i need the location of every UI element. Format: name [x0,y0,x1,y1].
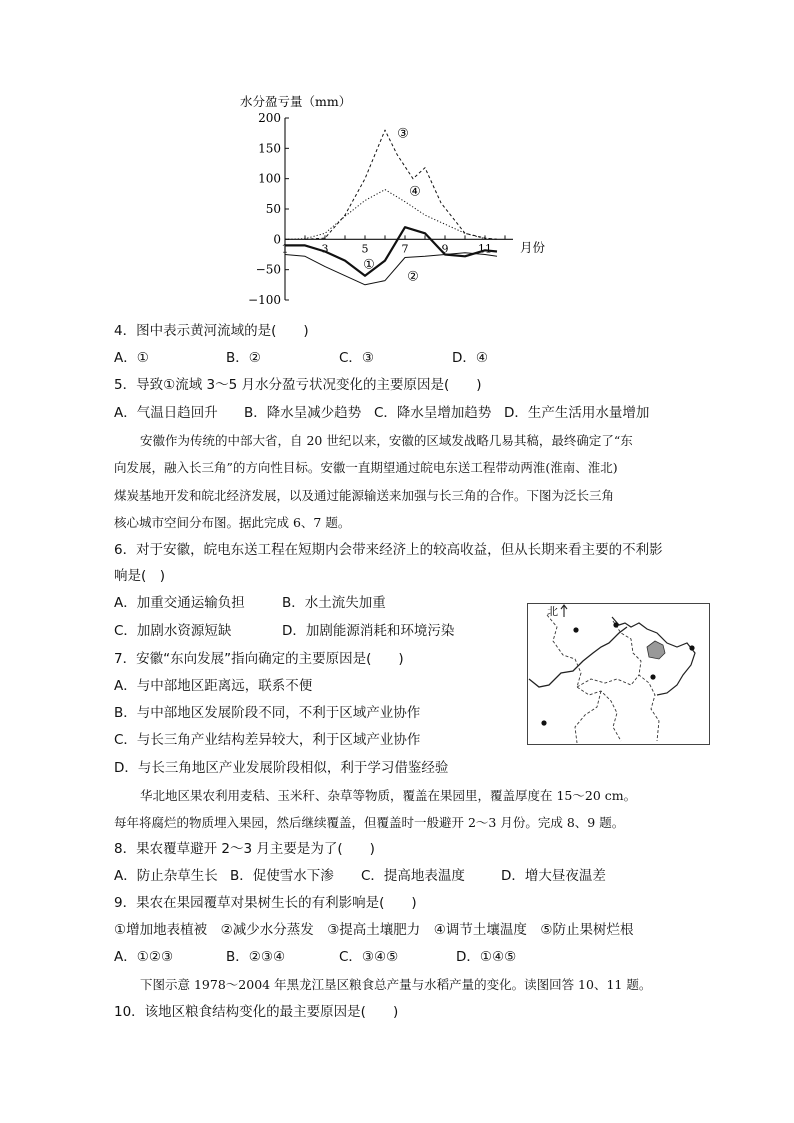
x-tick-label: 11 [478,242,492,256]
series-line-3 [305,130,497,239]
passage1-line-2: 向发展，融入长三角”的方向性目标。安徽一直期望通过皖电东送工程带动两淮(淮南、淮北) [114,460,618,475]
q6-option-c[interactable]: C．加剧水资源短缺 [114,623,232,639]
q9-option-d[interactable]: D．①④⑤ [456,949,517,965]
q5-option-b[interactable]: B．降水呈减少趋势 [244,405,362,421]
q7-option-d[interactable]: D．与长三角地区产业发展阶段相似，利于学习借鉴经验 [114,760,449,776]
y-tick-label: 100 [258,171,281,186]
city-dot [573,627,578,632]
q8-option-b[interactable]: B．促使雪水下渗 [230,868,334,884]
x-tick-label: 7 [401,242,409,256]
x-tick-label: 3 [321,242,329,256]
chart-axes [285,118,513,300]
q7-stem: 7．安徽“东向发展”指向确定的主要原因是( ) [114,651,404,667]
series-line-4 [285,190,497,240]
series-label: ① [363,257,375,273]
q5-option-d[interactable]: D．生产生活用水量增加 [504,405,650,421]
q8-option-d[interactable]: D．增大昼夜温差 [501,868,606,884]
series-label: ② [407,269,419,285]
q9-option-a[interactable]: A．①②③ [114,949,174,965]
x-tick-label: 9 [441,242,449,256]
q6-option-d[interactable]: D．加剧能源消耗和环境污染 [282,623,455,639]
q8-option-a[interactable]: A．防止杂草生长 [114,868,218,884]
q7-option-b[interactable]: B．与中部地区发展阶段不同，不利于区域产业协作 [114,705,421,721]
y-tick-label: 150 [258,141,281,156]
passage2-line-1: 华北地区果农利用麦秸、玉米秆、杂草等物质，覆盖在果园里，覆盖厚度在 15～20 cm。 [140,788,637,803]
q5-stem: 5．导致①流域 3～5 月水分盈亏状况变化的主要原因是( ) [114,377,482,393]
passage1-line-3: 煤炭基地开发和皖北经济发展，以及通过能源输送来加强与长三角的合作。下图为泛长三角 [114,488,615,503]
q5-option-c[interactable]: C．降水呈增加趋势 [374,405,492,421]
q4-stem: 4．图中表示黄河流域的是( ) [114,323,309,339]
water-balance-chart [230,88,560,316]
q6-stem-line-2: 响是( ) [114,568,166,584]
passage1-line-1: 安徽作为传统的中部大省，自 20 世纪以来，安徽的区域发战略几易其稿，最终确定了“东 [140,433,633,448]
chart-series [285,130,497,285]
q9-option-b[interactable]: B．②③④ [226,949,286,965]
city-dot [650,674,655,679]
q5-option-a[interactable]: A．气温日趋回升 [114,405,218,421]
chart-title: 水分盈亏量（mm） [240,94,352,109]
passage3: 下图示意 1978～2004 年黑龙江垦区粮食总产量与水稻产量的变化。读图回答 10、11 题。 [140,977,652,992]
series-label: ④ [409,184,421,200]
y-tick-labels [248,111,281,307]
series-label: ③ [397,126,409,142]
q9-stem: 9．果农在果园覆草对果树生长的有利影响是( ) [114,895,417,911]
y-tick-label: −50 [255,262,281,277]
series-line-2 [285,253,497,285]
x-tick-label: 1 [281,242,289,256]
q4-option-a[interactable]: A．① [114,350,149,366]
north-label: 北 [547,605,558,618]
q9-option-c[interactable]: C．③④⑤ [339,949,399,965]
q7-option-a[interactable]: A．与中部地区距离远，联系不便 [114,678,313,694]
q6-option-b[interactable]: B．水土流失加重 [282,595,386,611]
y-tick-label: 0 [273,232,281,247]
yangtze-delta-map [527,603,710,745]
q8-option-c[interactable]: C．提高地表温度 [361,868,465,884]
q8-stem: 8．果农覆草避开 2～3 月主要是为了( ) [114,841,375,857]
city-dot [613,622,618,627]
q10-stem: 10．该地区粮食结构变化的最主要原因是( ) [114,1004,399,1020]
city-dot [541,720,546,725]
q4-option-c[interactable]: C．③ [339,350,375,366]
y-tick-label: 50 [265,202,281,216]
passage2-line-2: 每年将腐烂的物质埋入果园，然后继续覆盖，但覆盖时一般避开 2～3 月份。完成 8、9 题。 [114,815,625,830]
q4-option-d[interactable]: D．④ [452,350,488,366]
q6-stem-line-1: 6．对于安徽，皖电东送工程在短期内会带来经济上的较高收益，但从长期来看主要的不利影 [114,542,663,558]
city-dot [689,645,694,650]
series-line-1 [285,227,497,276]
q7-option-c[interactable]: C．与长三角产业结构差异较大，利于区域产业协作 [114,732,421,748]
q9-items: ①增加地表植被 ②减少水分蒸发 ③提高土壤肥力 ④调节土壤温度 ⑤防止果树烂根 [114,922,634,938]
q6-option-a[interactable]: A．加重交通运输负担 [114,595,245,611]
passage1-line-4: 核心城市空间分布图。据此完成 6、7 题。 [114,515,351,530]
q4-option-b[interactable]: B．② [226,350,261,366]
series-labels [363,126,421,284]
x-tick-label: 5 [361,242,369,256]
y-tick-label: 200 [258,111,281,125]
x-axis-label: 月份 [520,240,546,255]
y-tick-label: −100 [248,293,281,307]
